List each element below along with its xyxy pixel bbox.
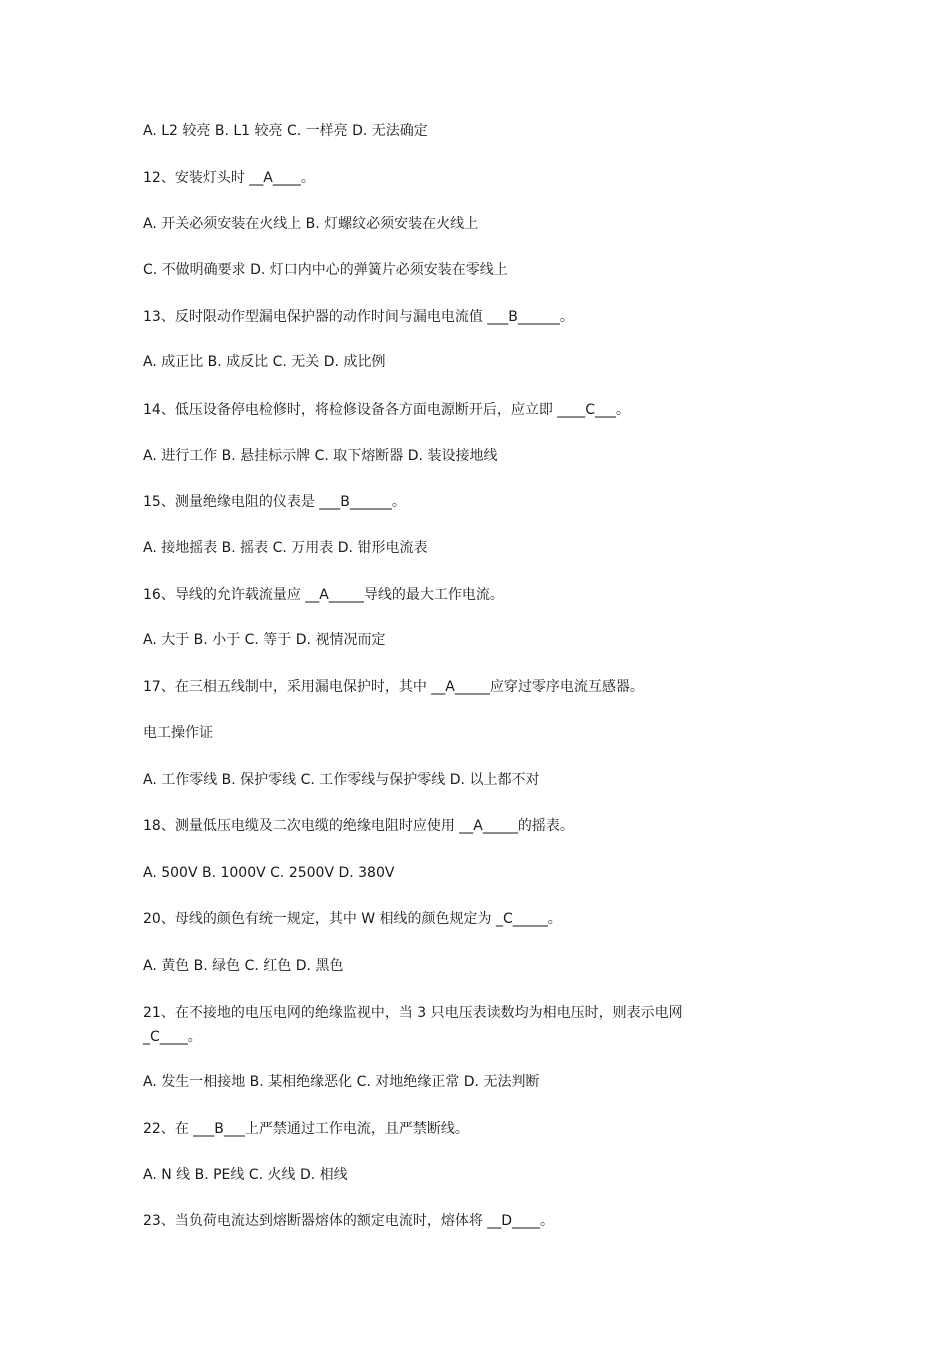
option-line-q22: A. N 线 B. PE线 C. 火线 D. 相线 xyxy=(143,1167,348,1183)
section-note: 电工操作证 xyxy=(143,725,213,741)
question-21-cont: _C____。 xyxy=(143,1029,202,1045)
option-line-q12b: C. 不做明确要求 D. 灯口内中心的弹簧片必须安装在零线上 xyxy=(143,262,508,278)
question-15: 15、测量绝缘电阻的仪表是 ___B______。 xyxy=(143,494,406,510)
question-14: 14、低压设备停电检修时，将检修设备各方面电源断开后，应立即 ____C___。 xyxy=(143,402,631,418)
option-line-q11: A. L2 较亮 B. L1 较亮 C. 一样亮 D. 无法确定 xyxy=(143,123,428,139)
question-16: 16、导线的允许载流量应 __A_____导线的最大工作电流。 xyxy=(143,587,504,603)
option-line-q14: A. 进行工作 B. 悬挂标示牌 C. 取下熔断器 D. 装设接地线 xyxy=(143,448,498,464)
option-line-q21: A. 发生一相接地 B. 某相绝缘恶化 C. 对地绝缘正常 D. 无法判断 xyxy=(143,1074,540,1090)
question-18: 18、测量低压电缆及二次电缆的绝缘电阻时应使用 __A_____的摇表。 xyxy=(143,818,574,834)
option-line-q16: A. 大于 B. 小于 C. 等于 D. 视情况而定 xyxy=(143,632,386,648)
question-20: 20、母线的颜色有统一规定，其中 W 相线的颜色规定为 _C_____。 xyxy=(143,911,562,927)
option-line-q17: A. 工作零线 B. 保护零线 C. 工作零线与保护零线 D. 以上都不对 xyxy=(143,772,540,788)
question-21: 21、在不接地的电压电网的绝缘监视中，当 3 只电压表读数均为相电压时，则表示电网 xyxy=(143,1005,683,1021)
option-line-q12a: A. 开关必须安装在火线上 B. 灯螺纹必须安装在火线上 xyxy=(143,216,479,232)
option-line-q13: A. 成正比 B. 成反比 C. 无关 D. 成比例 xyxy=(143,354,386,370)
question-23: 23、当负荷电流达到熔断器熔体的额定电流时，熔体将 __D____。 xyxy=(143,1213,555,1229)
option-line-q18: A. 500V B. 1000V C. 2500V D. 380V xyxy=(143,865,395,881)
question-22: 22、在 ___B___上严禁通过工作电流，且严禁断线。 xyxy=(143,1121,469,1137)
question-17: 17、在三相五线制中，采用漏电保护时，其中 __A_____应穿过零序电流互感器。 xyxy=(143,679,644,695)
question-13: 13、反时限动作型漏电保护器的动作时间与漏电电流值 ___B______。 xyxy=(143,309,574,325)
option-line-q20: A. 黄色 B. 绿色 C. 红色 D. 黑色 xyxy=(143,958,344,974)
option-line-q15: A. 接地摇表 B. 摇表 C. 万用表 D. 钳形电流表 xyxy=(143,540,428,556)
question-12: 12、安装灯头时 __A____。 xyxy=(143,170,315,186)
